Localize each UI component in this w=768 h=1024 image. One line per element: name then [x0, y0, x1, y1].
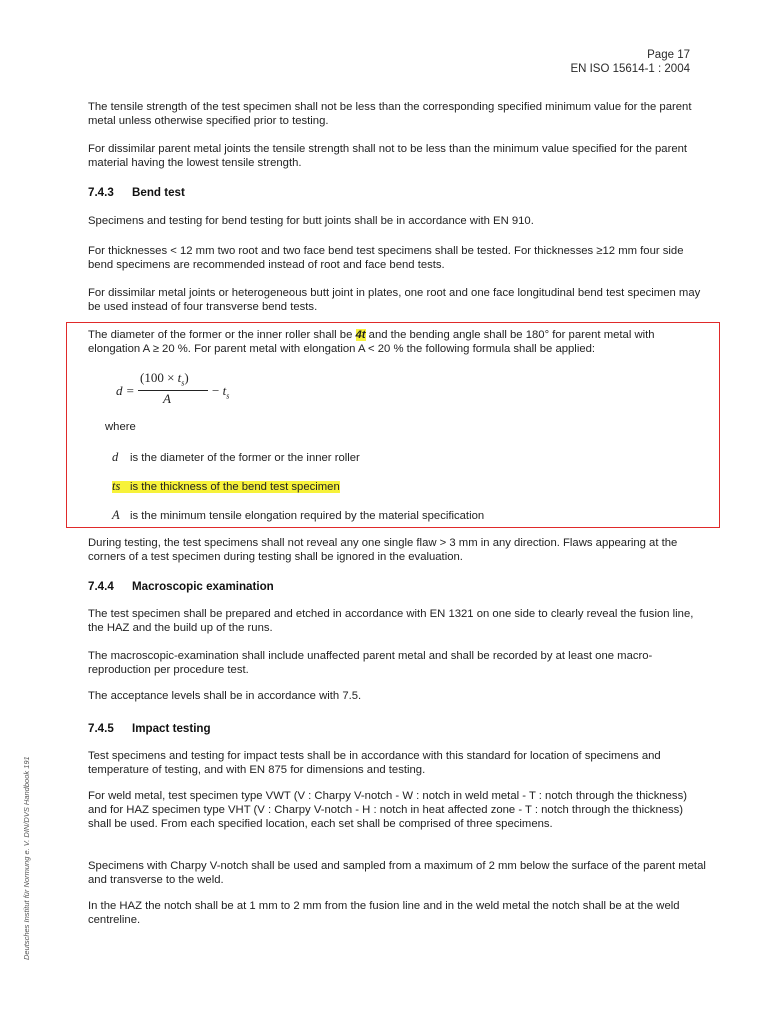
rhs-minus: − [212, 383, 223, 398]
bend-test-paragraph-3: For dissimilar metal joints or heterogeneous butt joint in plates, one root and one face longitudinal bend test specimen may be used instead of four transverse bend tests. [88, 287, 701, 313]
page-number: Page 17 [647, 49, 690, 61]
standard-reference: EN ISO 15614-1 : 2004 [570, 63, 690, 75]
symbol-ts: ts [112, 479, 121, 493]
definition-d [112, 450, 360, 465]
where-label: where [105, 421, 136, 433]
definition-d-text: is the diameter of the former or the inner roller [130, 452, 360, 464]
bend-test-paragraph-2: For thicknesses < 12 mm two root and two face bend test specimens shall be tested. For thicknesses ≥12 mm four side bend specimens are recommended instead of root and face bend tests. [88, 245, 684, 271]
fraction-bar [138, 390, 208, 391]
numerator-subscript: s [181, 378, 185, 388]
macro-paragraph-2: The macroscopic-examination shall include unaffected parent metal and shall be recorded by at least one macro-reproduction per procedure test. [88, 650, 653, 676]
impact-paragraph-2: For weld metal, test specimen type VWT (V : Charpy V-notch - W : notch in weld metal - T : notch through the thickness) and for HAZ specimen type VHT (V : Charpy V-notch - H : notch in heat affected zone - T : notch through the thickness) shall be used. From each specified location, each set shall be comprised of three specimens. [88, 790, 687, 830]
section-title: Bend test [132, 186, 185, 199]
impact-paragraph-3: Specimens with Charpy V-notch shall be used and sampled from a maximum of 2 mm below the surface of the parent metal and transverse to the weld. [88, 860, 706, 886]
intro-text-after: and the bending angle shall be 180° for parent metal with elongation A ≥ 20 %. For parent metal with elongation A < 20 % the following formula shall be applied: [88, 329, 655, 355]
definition-A-text: is the minimum tensile elongation required by the material specification [130, 510, 485, 522]
definition-A [112, 508, 484, 523]
intro-text-before: The diameter of the former or the inner roller shall be [88, 329, 356, 341]
tensile-strength-paragraph: The tensile strength of the test specimen shall not be less than the corresponding specified minimum value for the parent metal unless otherwise specified prior to testing. [88, 101, 692, 127]
page-header [570, 48, 690, 76]
impact-paragraph-1: Test specimens and testing for impact tests shall be in accordance with this standard for location of specimens and temperature of testing, and with EN 875 for dimensions and testing. [88, 750, 661, 776]
section-heading-impact [88, 722, 211, 735]
former-diameter-paragraph [88, 328, 708, 356]
section-number: 7.4.5 [88, 722, 114, 735]
section-title: Impact testing [132, 722, 211, 735]
highlighted-4t: 4t [355, 329, 366, 341]
impact-paragraph-4: In the HAZ the notch shall be at 1 mm to 2 mm from the fusion line and in the weld metal the notch shall be at the weld centreline. [88, 900, 680, 926]
bend-test-paragraph-1: Specimens and testing for bend testing for butt joints shall be in accordance with EN 910. [88, 215, 534, 227]
macro-paragraph-1: The test specimen shall be prepared and etched in accordance with EN 1321 on one side to clearly reveal the fusion line, the HAZ and the build up of the runs. [88, 608, 694, 634]
formula-lhs: d = [116, 383, 135, 398]
formula-rhs [212, 383, 229, 401]
bend-diameter-formula [116, 370, 276, 410]
symbol-d: d [112, 450, 119, 464]
section-number: 7.4.4 [88, 580, 114, 593]
section-title: Macroscopic examination [132, 580, 274, 593]
numerator-close: ) [184, 370, 189, 385]
rhs-subscript: s [226, 391, 230, 401]
macro-paragraph-3: The acceptance levels shall be in accordance with 7.5. [88, 690, 362, 702]
bend-flaws-paragraph: During testing, the test specimens shall not reveal any one single flaw > 3 mm in any direction. Flaws appearing at the corners of a test specimen during testing shall be ignored in the evaluation. [88, 537, 678, 563]
numerator-variable: t [177, 370, 182, 385]
definition-ts [112, 479, 340, 494]
side-copyright-note: Deutsches Institut für Normung e. V. DIN/DVS Handbook 191 [22, 756, 31, 960]
definition-ts-text: is the thickness of the bend test specimen [130, 481, 340, 493]
formula-numerator [140, 370, 189, 388]
rhs-variable: t [222, 383, 227, 398]
section-heading-macroscopic [88, 580, 274, 593]
numerator-open: (100 × [140, 370, 178, 385]
section-number: 7.4.3 [88, 186, 114, 199]
formula-denominator: A [163, 391, 171, 406]
section-heading-bend-test [88, 186, 185, 199]
dissimilar-tensile-paragraph: For dissimilar parent metal joints the tensile strength shall not to be less than the minimum value specified for the parent material having the lowest tensile strength. [88, 143, 688, 169]
symbol-A: A [112, 508, 120, 522]
